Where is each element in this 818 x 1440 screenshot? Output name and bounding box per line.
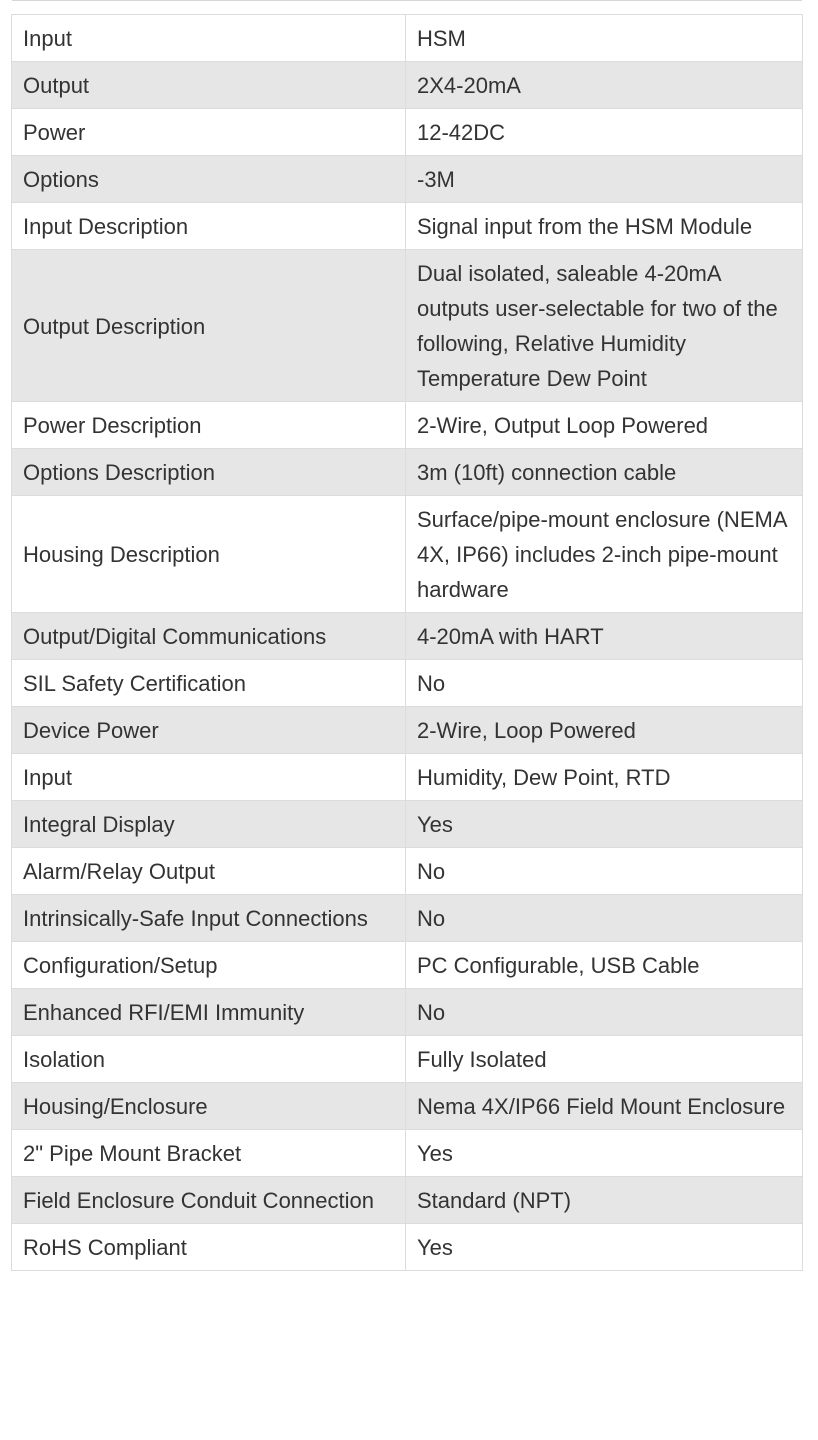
spec-label: Alarm/Relay Output xyxy=(12,848,406,895)
spec-value: Standard (NPT) xyxy=(406,1177,803,1224)
table-row xyxy=(12,801,803,848)
spec-label: Isolation xyxy=(12,1036,406,1083)
table-row xyxy=(12,496,803,613)
table-row xyxy=(12,660,803,707)
spec-value: Humidity, Dew Point, RTD xyxy=(406,754,803,801)
spec-label: Options Description xyxy=(12,449,406,496)
table-row xyxy=(12,942,803,989)
table-row xyxy=(12,613,803,660)
spec-value: HSM xyxy=(406,15,803,62)
spec-label: Housing/Enclosure xyxy=(12,1083,406,1130)
specifications-table xyxy=(11,14,803,1271)
spec-value: 2X4-20mA xyxy=(406,62,803,109)
spec-label: RoHS Compliant xyxy=(12,1224,406,1271)
table-row xyxy=(12,1224,803,1271)
table-row xyxy=(12,156,803,203)
table-row xyxy=(12,203,803,250)
table-row xyxy=(12,1036,803,1083)
spec-value: 4-20mA with HART xyxy=(406,613,803,660)
table-row xyxy=(12,1083,803,1130)
spec-value: Dual isolated, saleable 4-20mA outputs user-selectable for two of the following, Relative Humidity Temperature Dew Point xyxy=(406,250,803,402)
spec-label: Device Power xyxy=(12,707,406,754)
spec-value: Yes xyxy=(406,801,803,848)
spec-label: Housing Description xyxy=(12,496,406,613)
spec-label: Power xyxy=(12,109,406,156)
spec-label: Output Description xyxy=(12,250,406,402)
spec-value: No xyxy=(406,895,803,942)
table-row xyxy=(12,1130,803,1177)
top-divider xyxy=(12,0,802,1)
spec-label: Input Description xyxy=(12,203,406,250)
table-row xyxy=(12,402,803,449)
spec-value: Yes xyxy=(406,1130,803,1177)
spec-label: Input xyxy=(12,754,406,801)
table-row xyxy=(12,895,803,942)
table-row xyxy=(12,15,803,62)
table-row xyxy=(12,707,803,754)
spec-label: Power Description xyxy=(12,402,406,449)
table-row xyxy=(12,62,803,109)
spec-value: 3m (10ft) connection cable xyxy=(406,449,803,496)
spec-value: Nema 4X/IP66 Field Mount Enclosure xyxy=(406,1083,803,1130)
table-row xyxy=(12,1177,803,1224)
spec-value: 2-Wire, Output Loop Powered xyxy=(406,402,803,449)
spec-label: Field Enclosure Conduit Connection xyxy=(12,1177,406,1224)
spec-label: Intrinsically-Safe Input Connections xyxy=(12,895,406,942)
spec-value: No xyxy=(406,660,803,707)
spec-label: Output xyxy=(12,62,406,109)
spec-value: 12-42DC xyxy=(406,109,803,156)
table-row xyxy=(12,109,803,156)
table-row xyxy=(12,989,803,1036)
table-row xyxy=(12,250,803,402)
spec-label: 2" Pipe Mount Bracket xyxy=(12,1130,406,1177)
spec-label: Enhanced RFI/EMI Immunity xyxy=(12,989,406,1036)
table-row xyxy=(12,754,803,801)
spec-value: Fully Isolated xyxy=(406,1036,803,1083)
spec-value: PC Configurable, USB Cable xyxy=(406,942,803,989)
spec-value: -3M xyxy=(406,156,803,203)
spec-label: Options xyxy=(12,156,406,203)
spec-label: SIL Safety Certification xyxy=(12,660,406,707)
spec-label: Input xyxy=(12,15,406,62)
spec-value: No xyxy=(406,848,803,895)
spec-value: No xyxy=(406,989,803,1036)
spec-value: 2-Wire, Loop Powered xyxy=(406,707,803,754)
spec-value: Surface/pipe-mount enclosure (NEMA 4X, IP66) includes 2-inch pipe-mount hardware xyxy=(406,496,803,613)
table-row xyxy=(12,449,803,496)
spec-value: Yes xyxy=(406,1224,803,1271)
spec-label: Integral Display xyxy=(12,801,406,848)
spec-value: Signal input from the HSM Module xyxy=(406,203,803,250)
spec-label: Output/Digital Communications xyxy=(12,613,406,660)
table-row xyxy=(12,848,803,895)
spec-label: Configuration/Setup xyxy=(12,942,406,989)
